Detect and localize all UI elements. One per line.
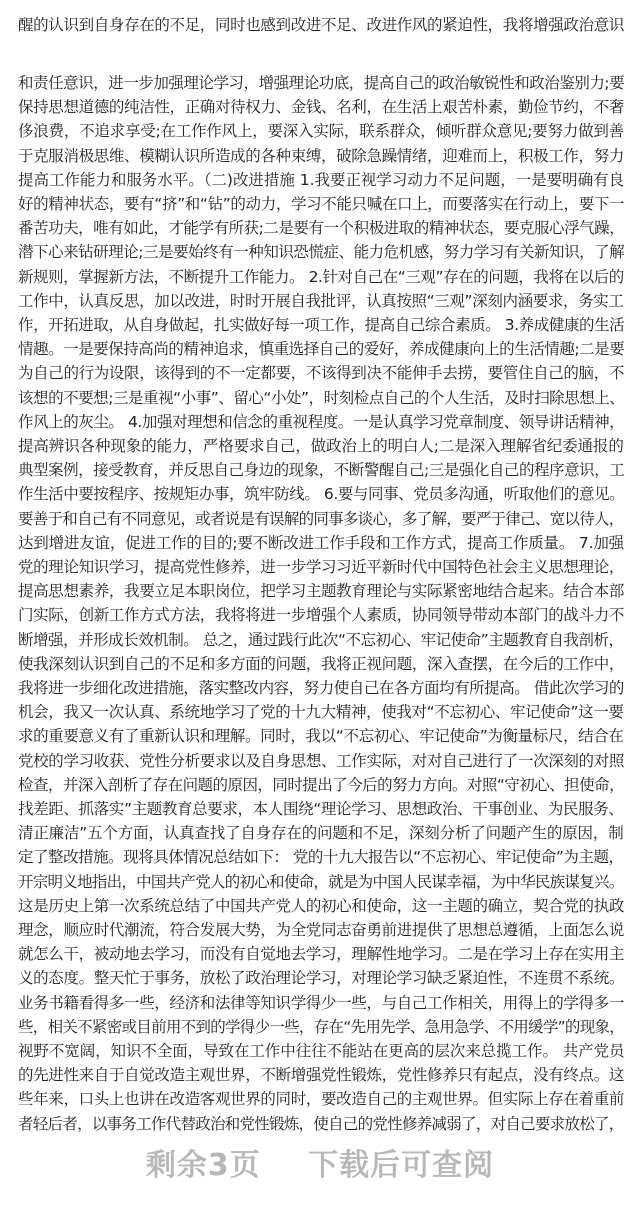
text-line: 视野不宽阔，知识不全面，导致在工作中往往不能站在更高的层次来总揽工作。 共产党员 bbox=[18, 1042, 624, 1060]
text-line: 找差距、抓落实”主题教育总要求，本人围绕“理论学习、思想政治、干事创业、为民服务、 bbox=[18, 800, 624, 818]
text-line: 该想的不要想;三是重视“小事”、留心“小处”，时刻检点自己的个人生活，及时扫除思想上、 bbox=[18, 388, 624, 407]
text-line: 我将进一步细化改进措施，落实整改内容，努力使自己在各方面均有所提高。 借此次学习的 bbox=[18, 679, 624, 697]
text-line: 义的态度。整天忙于事务，放松了政治理论学习，对理论学习缺乏紧迫性，不连贯不系统。 bbox=[18, 969, 624, 988]
text-line: 为自己的行为设限，该得到的不一定都要，不该得到决不能伸手去捞，要管住自己的脑，不 bbox=[18, 364, 624, 383]
text-line: 要善于和自己有不同意见，或者说是有误解的同事多谈心，多了解，要严于律己、宽以待人， bbox=[18, 509, 624, 528]
text-line: 断增强，并形成长效机制。 总之，通过践行此次“不忘初心、牢记使命”主题教育自我剖析， bbox=[18, 630, 624, 649]
text-line: 者轻后者，以事务工作代替政治和党性锻炼，使自己的党性修养减弱了，对自己要求放松了， bbox=[18, 1114, 624, 1133]
text-line: 检查，并深入剖析了存在问题的原因，同时提出了今后的努力方向。对照“守初心、担使命， bbox=[18, 775, 624, 794]
text-line: 的先进性来自于自觉改造主观世界，不断增强党性锻炼，党性修养只有起点，没有终点。这 bbox=[18, 1066, 624, 1085]
text-line: 党校的学习收获、党性分析要求以及自身思想、工作实际，对对自己进行了一次深刻的对照 bbox=[18, 751, 624, 770]
text-line: 典型案例，接受教育，并反思自己身边的现象，不断警醒自己;三是强化自己的程序意识，工 bbox=[18, 461, 624, 480]
download-to-read-label: 下载后可查阅 bbox=[308, 1148, 495, 1183]
text-line: 这是历史上第一次系统总结了中国共产党人的初心和使命，这一主题的确立，契合党的执政 bbox=[18, 896, 624, 915]
text-line: 达到增进友谊，促进工作的目的;要不断改进工作手段和工作方式，提高工作质量。 7.加强 bbox=[18, 533, 624, 552]
text-line: 使我深刻认识到自己的不足和多方面的问题，我将正视问题，深入查摆，在今后的工作中， bbox=[18, 654, 624, 673]
text-line: 求的重要意义有了重新认识和理解。同时，我以“不忘初心、牢记使命”为衡量标尺，结合在 bbox=[18, 727, 624, 746]
text-line: 情趣。一是要保持高尚的精神追求，慎重选择自己的爱好，养成健康向上的生活情趣;二是要 bbox=[18, 340, 624, 359]
remaining-pages-label: 剩余3页 bbox=[145, 1148, 261, 1183]
text-line: 开宗明义地指出，中国共产党人的初心和使命，就是为中国人民谋幸福，为中华民族谋复兴。 bbox=[18, 872, 624, 891]
text-line: 好的精神状态，要有“挤”和“钻”的动力，学习不能只喊在口上，而要落实在行动上，要下一 bbox=[18, 195, 624, 213]
text-line: 保持思想道德的纯洁性，正确对待权力、金钱、名利，在生活上艰苦朴素，勤俭节约，不奢 bbox=[18, 98, 624, 117]
text-line: 提高辨识各种现象的能力，严格要求自己，做政治上的明白人;二是深入理解省纪委通报的 bbox=[18, 437, 624, 455]
text-line: 些年来，口头上也讲在改造客观世界的同时，要改造自己的主观世界。但实际上存在着重前 bbox=[18, 1090, 624, 1109]
text-line: 新规则，掌握新方法，不断提升工作能力。 2.针对自己在“三观”存在的问题，我将在以后的 bbox=[18, 267, 624, 286]
download-prompt[interactable] bbox=[0, 1140, 640, 1184]
text-line: 业务书籍看得多一些，经济和法律等知识学得少一些，与自己工作相关，用得上的学得多一 bbox=[18, 993, 624, 1012]
text-line: 工作中，认真反思，加以改进，时时开展自我批评，认真按照“三观”深刻内涵要求，务实工 bbox=[18, 291, 624, 310]
text-line: 和责任意识，进一步加强理论学习，增强理论功底，提高自己的政治敏锐性和政治鉴别力;要 bbox=[18, 74, 624, 92]
text-line: 理念，顺应时代潮流，符合发展大势，为全党同志奋勇前进提供了思想总遵循，上面怎么说 bbox=[18, 921, 624, 939]
top-text-line: 醒的认识到自身存在的不足，同时也感到改进不足、改进作风的紧迫性，我将增强政治意识 bbox=[18, 16, 624, 34]
text-line: 于克服消极思维、模糊认识所造成的各种束缚，破除急躁情绪，迎难而上，积极工作，努力 bbox=[18, 146, 624, 165]
text-line: 作，开拓进取，从自身做起，扎实做好每一项工作，提高自己综合素质。 3.养成健康的生活 bbox=[18, 316, 624, 334]
text-line: 些，相关不紧密或目前用不到的学得少一些，存在“先用先学、急用急学、不用缓学”的现象， bbox=[18, 1017, 624, 1036]
text-line: 就怎么干，被动地去学习，而没有自觉地去学习，理解性地学习。二是在学习上存在实用主 bbox=[18, 945, 624, 964]
text-line: 机会，我又一次认真、系统地学习了党的十九大精神，使我对“不忘初心、牢记使命”这一要 bbox=[18, 703, 624, 722]
text-line: 作生活中要按程序、按规矩办事，筑牢防线。 6.要与同事、党员多沟通，听取他们的意见。 bbox=[18, 485, 624, 504]
text-line: 侈浪费，不追求享受;在工作作风上，要深入实际，联系群众，倾听群众意见;要努力做到善 bbox=[18, 122, 624, 141]
text-line: 清正廉洁”五个方面，认真查找了自身存在的问题和不足，深刻分析了问题产生的原因，制 bbox=[18, 824, 624, 843]
text-line: 党的理论知识学习，提高党性修养，进一步学习习近平新时代中国特色社会主义思想理论， bbox=[18, 558, 624, 576]
text-line: 潜下心来钻研理论;三是要始终有一种知识恐慌症、能力危机感，努力学习有关新知识，了解 bbox=[18, 243, 624, 262]
text-line: 番苦功夫，唯有如此，才能学有所获;二是要有一个积极进取的精神状态，要克服心浮气躁， bbox=[18, 219, 624, 238]
text-line: 提高思想素养，我要立足本职岗位，把学习主题教育理论与实际紧密地结合起来。结合本部 bbox=[18, 582, 624, 601]
text-line: 提高工作能力和服务水平。（二)改进措施 1.我要正视学习动力不足问题，一是要明确有良 bbox=[18, 170, 624, 189]
text-line: 定了整改措施。现将具体情况总结如下： 党的十九大报告以“不忘初心、牢记使命”为主题， bbox=[18, 848, 624, 867]
text-line: 作风上的灰尘。 4.加强对理想和信念的重视程度。一是认真学习党章制度、领导讲话精神， bbox=[18, 412, 624, 431]
text-line: 门实际，创新工作方式方法，我将将进一步增强个人素质，协同领导带动本部门的战斗力不 bbox=[18, 606, 624, 625]
